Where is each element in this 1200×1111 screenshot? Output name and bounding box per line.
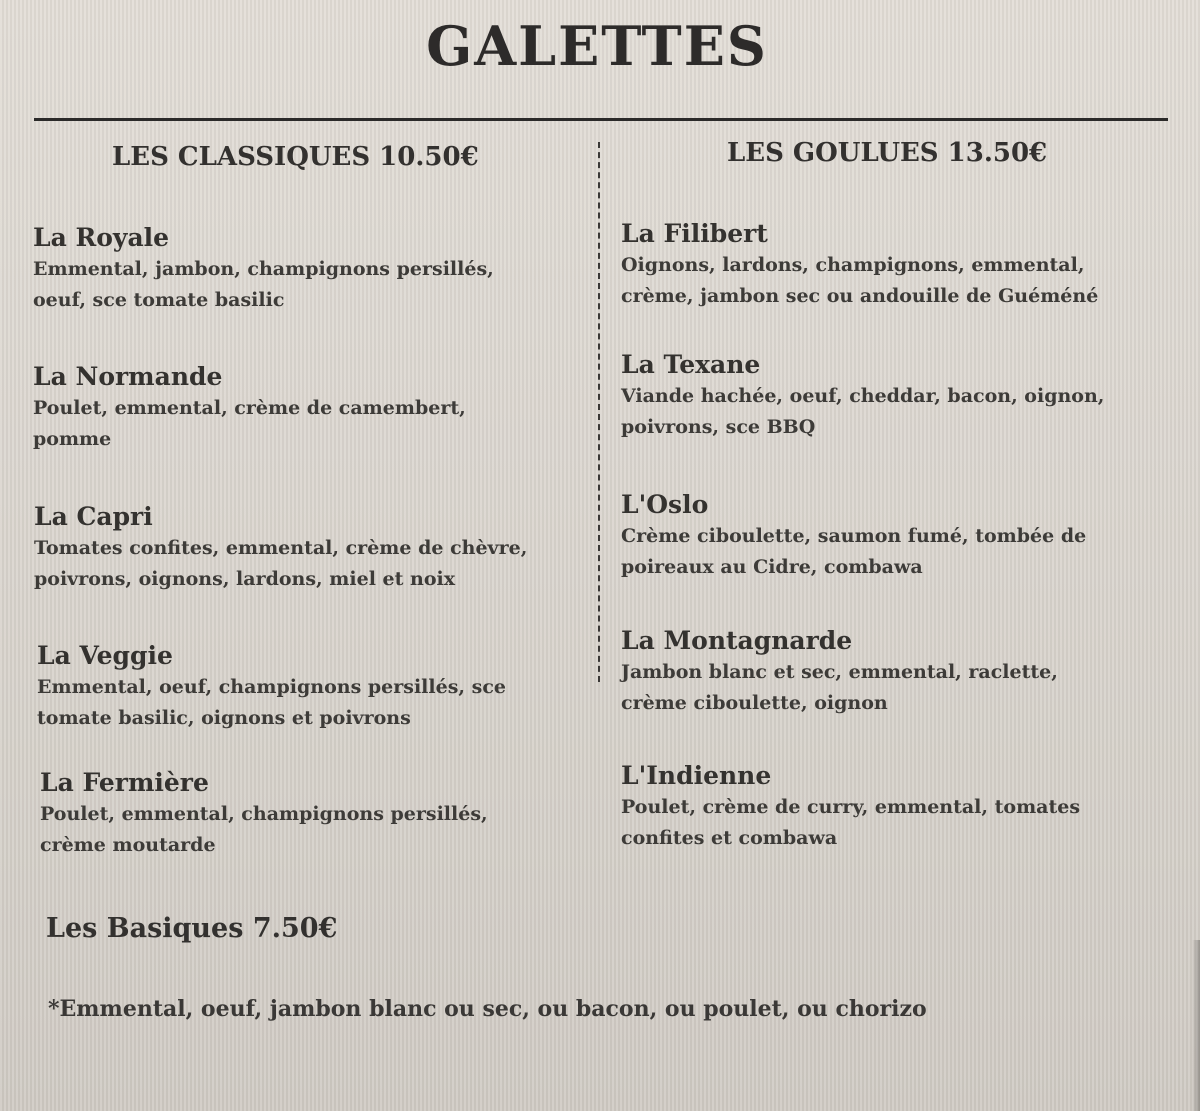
menu-item-l-indienne (621, 760, 1181, 854)
page-edge-shadow (1192, 940, 1200, 1111)
column-divider (598, 142, 600, 682)
menu-item-la-royale (33, 222, 593, 316)
item-description: Poulet, emmental, champignons persillés, crème moutarde (40, 803, 488, 856)
item-name: L'Oslo (621, 490, 709, 519)
menu-item-la-filibert (621, 218, 1181, 312)
item-name: La Capri (34, 502, 153, 531)
item-name: L'Indienne (621, 761, 772, 790)
basiques-description: *Emmental, oeuf, jambon blanc ou sec, ou bacon, ou poulet, ou chorizo (48, 996, 927, 1022)
section-header-basiques: Les Basiques 7.50€ (46, 913, 338, 944)
menu-item-la-veggie (37, 640, 597, 734)
menu-item-la-fermiere (40, 767, 600, 861)
item-name: La Fermière (40, 768, 209, 797)
item-description: Emmental, oeuf, champignons persillés, sce tomate basilic, oignons et poivrons (37, 676, 506, 729)
item-description: Crème ciboulette, saumon fumé, tombée de poireaux au Cidre, combawa (621, 525, 1087, 578)
item-description: Poulet, crème de curry, emmental, tomates confites et combawa (621, 796, 1081, 849)
section-header-classiques: LES CLASSIQUES 10.50€ (112, 142, 479, 172)
menu-item-l-oslo (621, 489, 1181, 583)
item-name: La Texane (621, 350, 761, 379)
item-description: Poulet, emmental, crème de camembert, pomme (33, 397, 466, 450)
item-name: La Royale (33, 223, 170, 252)
item-description: Jambon blanc et sec, emmental, raclette, crème ciboulette, oignon (621, 661, 1058, 714)
item-name: La Montagnarde (621, 626, 853, 655)
menu-item-la-texane (621, 349, 1181, 443)
item-description: Emmental, jambon, champignons persillés, oeuf, sce tomate basilic (33, 258, 494, 311)
item-name: La Veggie (37, 641, 173, 670)
item-description: Viande hachée, oeuf, cheddar, bacon, oignon, poivrons, sce BBQ (621, 385, 1105, 438)
item-description: Tomates confites, emmental, crème de chèvre, poivrons, oignons, lardons, miel et noix (34, 537, 528, 590)
title-rule (34, 118, 1168, 121)
menu-item-la-montagnarde (621, 625, 1181, 719)
menu-item-la-capri (34, 501, 599, 595)
item-name: La Normande (33, 362, 223, 391)
item-description: Oignons, lardons, champignons, emmental, crème, jambon sec ou andouille de Guéméné (621, 254, 1099, 307)
section-header-goulues: LES GOULUES 13.50€ (727, 138, 1048, 168)
menu-item-la-normande (33, 361, 593, 455)
item-name: La Filibert (621, 219, 768, 248)
menu-title: GALETTES (426, 14, 768, 78)
